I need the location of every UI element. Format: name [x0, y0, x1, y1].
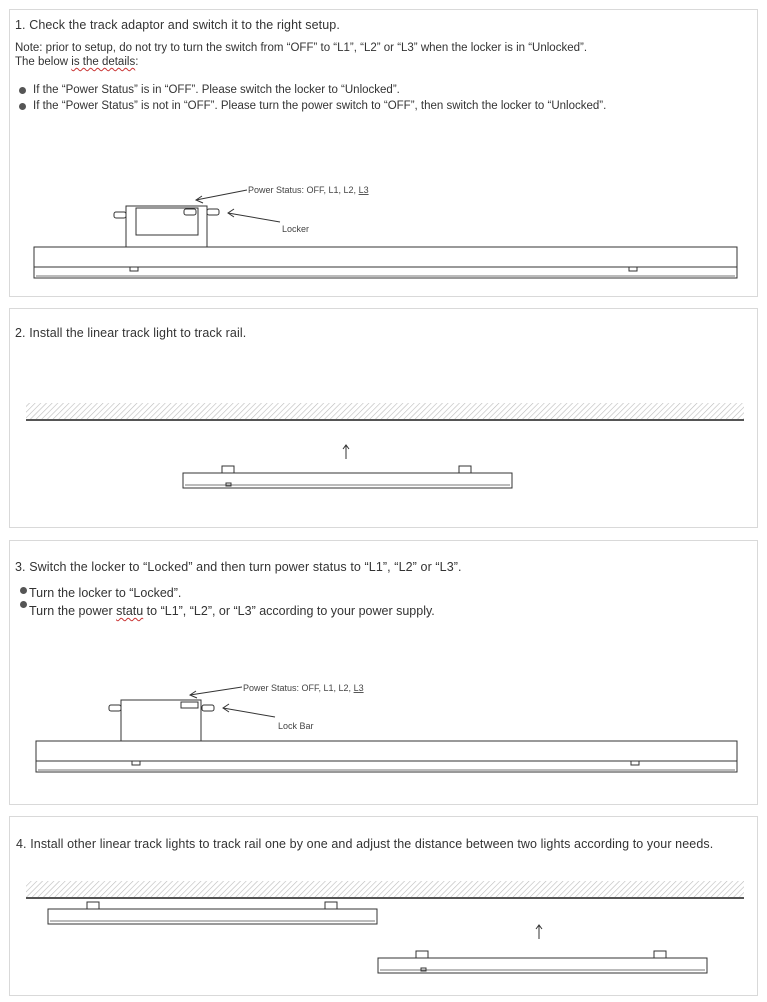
- locker-label: Locker: [282, 224, 310, 234]
- adaptor-connector: [87, 902, 99, 909]
- step-3-panel: [9, 540, 758, 805]
- step-2-diagram: [10, 309, 759, 529]
- bullet-text: If the “Power Status” is in “OFF”. Please switch the locker to “Unlocked”.: [33, 84, 400, 96]
- track-light-body: [36, 741, 737, 772]
- locker-arrow: [228, 213, 280, 222]
- step-4-diagram: [10, 817, 759, 997]
- adaptor-connector: [416, 951, 428, 958]
- step-4-panel: [9, 816, 758, 996]
- track-rail-ceiling: [26, 403, 744, 419]
- next-track-light: [378, 958, 707, 973]
- locker-knob: [207, 209, 219, 215]
- arrow-head-icon: [228, 209, 234, 217]
- note-line-2-marked-text: is the details: [71, 56, 136, 68]
- step-4-title: 4. Install other linear track lights to track rail one by one and adjust the distance between two lights according to your needs.: [16, 837, 714, 851]
- adaptor-connector: [222, 466, 234, 473]
- step-3-title: 3. Switch the locker to “Locked” and then turn power status to “L1”, “L2” or “L3”.: [15, 560, 462, 574]
- track-adaptor-body: [121, 700, 201, 742]
- lock-bar-label: Lock Bar: [278, 721, 314, 731]
- adaptor-left-knob: [109, 705, 121, 711]
- step-3-diagram: [10, 541, 759, 806]
- note-line-2-suffix: :: [135, 56, 139, 68]
- power-status-arrow: [196, 190, 247, 200]
- power-switch-knob: [184, 209, 196, 215]
- step-1-note-line-1: Note: prior to setup, do not try to turn the switch from “OFF” to “L1”, “L2” or “L3” when the locker is in “Unlocked”.: [15, 42, 588, 54]
- track-rail-ceiling: [26, 881, 744, 897]
- adaptor-connector: [325, 902, 337, 909]
- linear-track-light: [183, 473, 512, 488]
- adaptor-connector: [654, 951, 666, 958]
- bullet-text: If the “Power Status” is not in “OFF”. Please turn the power switch to “OFF”, then switch the locker to “Unlocked”.: [33, 100, 607, 112]
- power-status-arrow: [190, 687, 242, 695]
- step-1-diagram: [10, 10, 759, 298]
- arrow-head-icon: [223, 704, 229, 712]
- step-1-panel: [9, 9, 758, 297]
- track-light-body: [34, 247, 737, 278]
- step-2-title: 2. Install the linear track light to track rail.: [15, 326, 247, 340]
- lock-bar-knob: [202, 705, 214, 711]
- step-2-panel: [9, 308, 758, 528]
- adaptor-connector: [459, 466, 471, 473]
- note-line-2-prefix: The below: [15, 56, 72, 68]
- step-1-title: 1. Check the track adaptor and switch it to the right setup.: [15, 18, 340, 32]
- bullet-text: Turn the power statu to “L1”, “L2”, or “L3” according to your power supply.: [29, 604, 435, 618]
- bullet-text: Turn the locker to “Locked”.: [29, 586, 182, 600]
- adaptor-left-knob: [114, 212, 126, 218]
- power-status-label: Power Status: OFF, L1, L2, L3: [243, 683, 364, 693]
- power-status-label: Power Status: OFF, L1, L2, L3: [248, 185, 369, 195]
- installed-track-light: [48, 909, 377, 924]
- lock-bar-arrow: [223, 708, 275, 717]
